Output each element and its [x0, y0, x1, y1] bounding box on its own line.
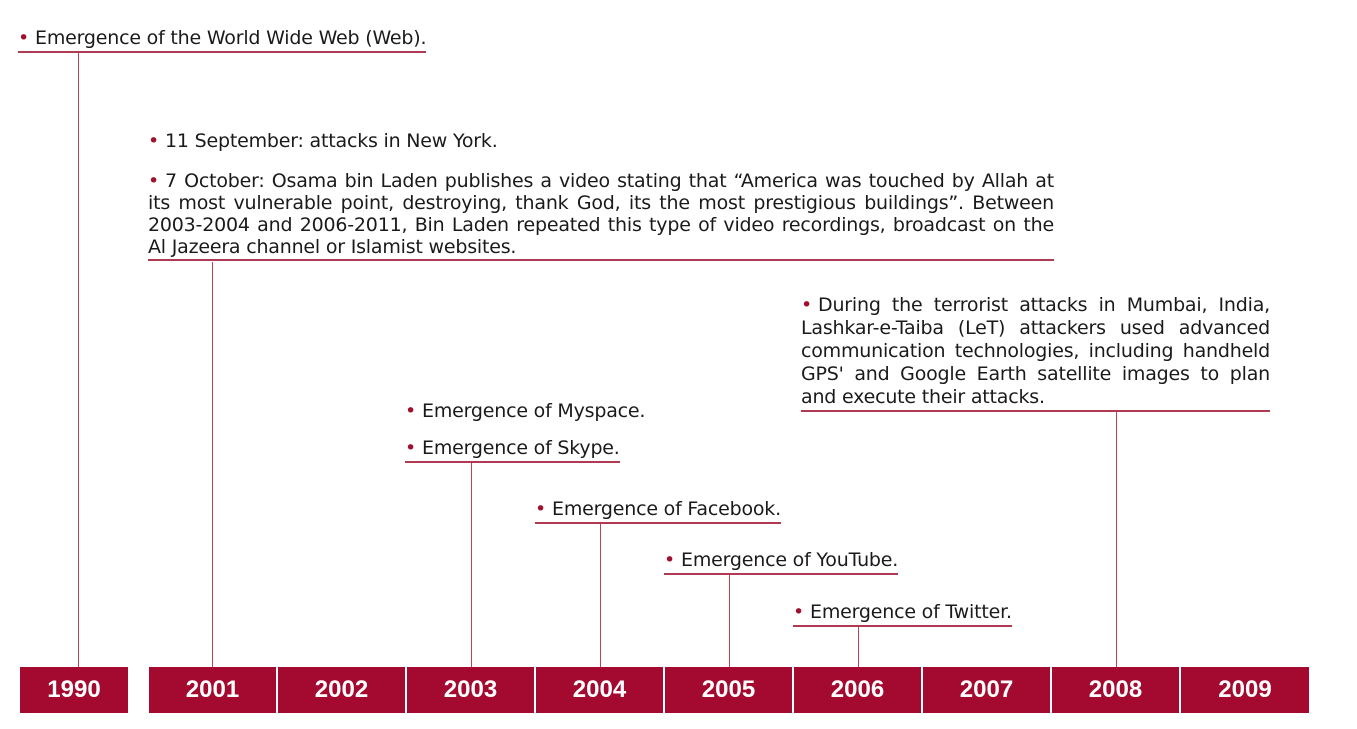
- bullet-icon: •: [801, 294, 813, 316]
- bullet-icon: •: [148, 170, 160, 192]
- bullet-icon: •: [664, 549, 676, 571]
- connector-2001: [212, 262, 213, 667]
- year-2005: 2005: [665, 667, 792, 713]
- year-2008: 2008: [1052, 667, 1179, 713]
- connector-1990: [78, 51, 79, 667]
- bullet-icon: •: [405, 437, 417, 459]
- year-1990: 1990: [20, 667, 128, 713]
- event-2005: [664, 549, 898, 575]
- event-2004: [535, 498, 781, 524]
- event-text: 11 September: attacks in New York.: [165, 130, 498, 152]
- bullet-icon: •: [793, 601, 805, 623]
- year-2004: 2004: [536, 667, 663, 713]
- event-text: Emergence of YouTube.: [681, 549, 899, 571]
- year-2002: 2002: [278, 667, 405, 713]
- event-text: Emergence of Facebook.: [552, 498, 781, 520]
- event-text: Emergence of Twitter.: [810, 601, 1012, 623]
- connector-2006: [858, 625, 859, 667]
- year-2006: 2006: [794, 667, 921, 713]
- connector-2005: [729, 573, 730, 667]
- year-2003: 2003: [407, 667, 534, 713]
- event-2003-skype: [405, 437, 620, 463]
- connector-2004: [600, 522, 601, 667]
- event-2001-attacks: [148, 130, 498, 153]
- bullet-icon: •: [405, 400, 417, 422]
- event-2008: [801, 294, 1270, 412]
- bullet-icon: •: [148, 130, 160, 152]
- year-2007: 2007: [923, 667, 1050, 713]
- event-2001-video: [148, 170, 1054, 261]
- connector-2003: [471, 461, 472, 667]
- connector-2008: [1116, 410, 1117, 667]
- event-1990: [18, 27, 426, 53]
- event-text: Emergence of the World Wide Web (Web).: [35, 27, 427, 49]
- bullet-icon: •: [535, 498, 547, 520]
- year-2009: 2009: [1181, 667, 1309, 713]
- year-2001: 2001: [149, 667, 276, 713]
- event-text: Emergence of Myspace.: [422, 400, 646, 422]
- event-2006: [793, 601, 1012, 627]
- event-2003-myspace: [405, 400, 645, 423]
- event-text: 7 October: Osama bin Laden publishes a video stating that “America was touched by Allah at its most vulnerable point, destroying, thank God, its the most prestigious buildings”. Between 2003-2004 and 2006-2011, Bin Laden repeated this type of video recordings, broadcast on the Al Jazeera channel or Islamist websites.: [148, 170, 1054, 258]
- event-text: Emergence of Skype.: [422, 437, 620, 459]
- bullet-icon: •: [18, 27, 30, 49]
- event-text: During the terrorist attacks in Mumbai, India, Lashkar-e-Taiba (LeT) attackers used advanced communication technologies, including handheld GPS' and Google Earth satellite images to plan and execute their attacks.: [801, 294, 1270, 408]
